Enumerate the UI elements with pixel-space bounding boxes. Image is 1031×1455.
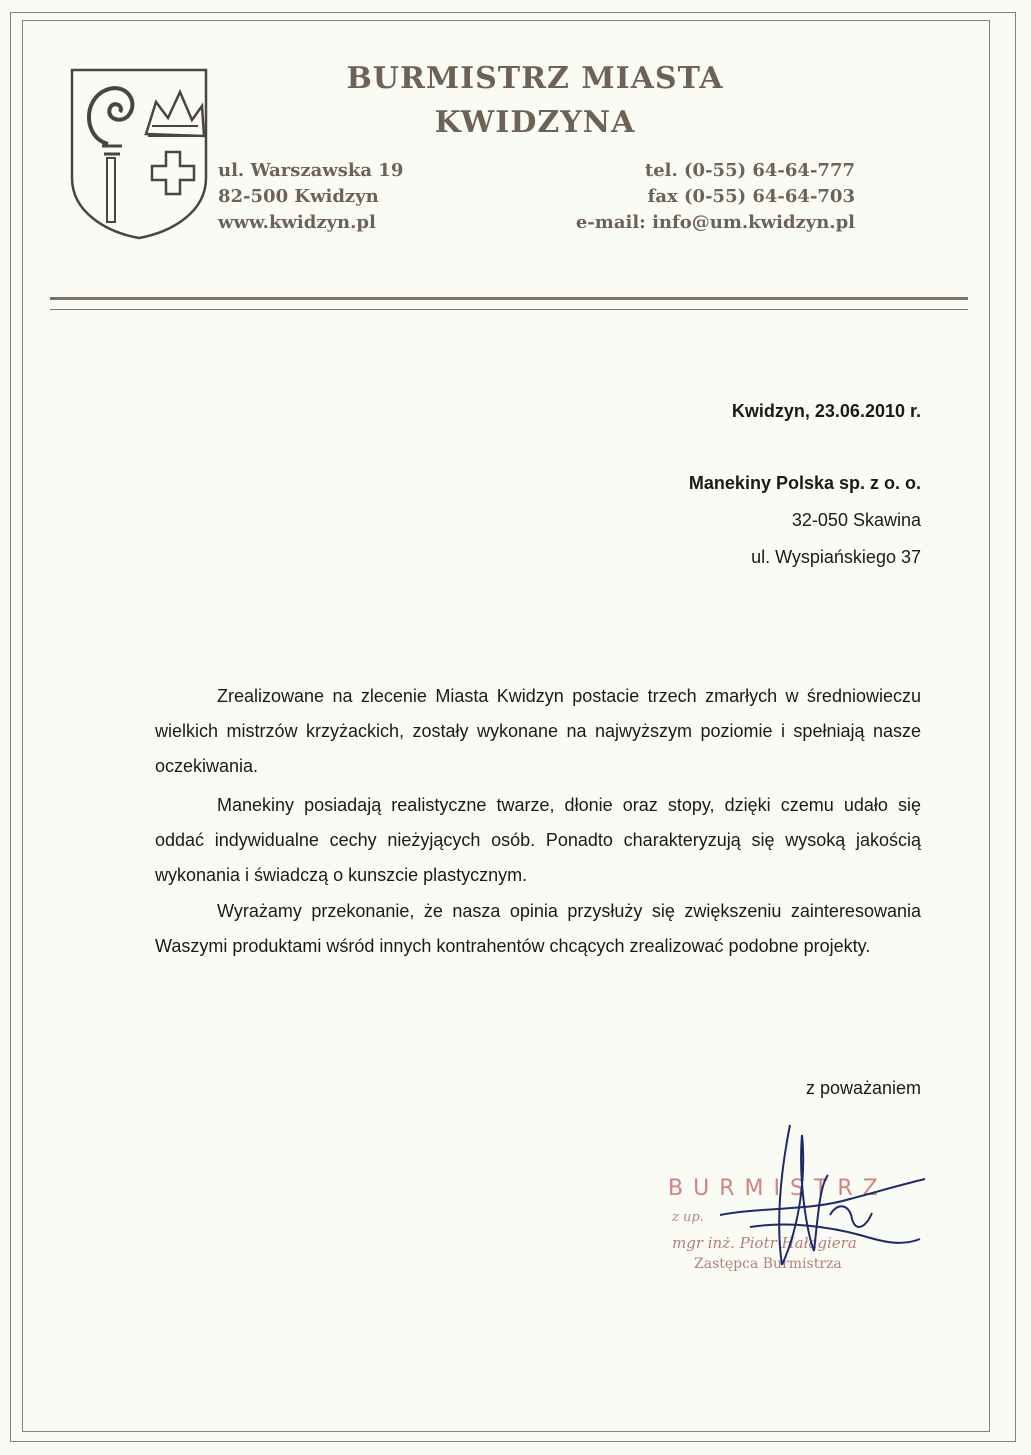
address-street: ul. Warszawska 19 bbox=[218, 160, 404, 181]
recipient-street: ul. Wyspiańskiego 37 bbox=[751, 547, 921, 567]
letter-paragraph bbox=[155, 679, 921, 784]
address-city: 82-500 Kwidzyn bbox=[218, 186, 379, 207]
paragraph-text: Zrealizowane na zlecenie Miasta Kwidzyn postacie trzech zmarłych w średniowieczu wielkich mistrzów krzyżackich, zostały wykonane na najwyższym poziomie i spełniają nasze oczekiwania. bbox=[155, 686, 921, 776]
letterhead-address bbox=[218, 158, 403, 236]
letterhead-contact bbox=[576, 158, 855, 236]
stamp-signatory-role: Zastępca Burmistrza bbox=[694, 1256, 842, 1272]
paragraph-text: Manekiny posiadają realistyczne twarze, dłonie oraz stopy, dzięki czemu udało się oddać indywidualne cechy nieżyjących osób. Ponadto charakteryzują się wysoką jakością wykonania i świadczą o kunszcie plastycznym. bbox=[155, 795, 921, 885]
letterhead-title-line1: BURMISTRZ MIASTA bbox=[346, 61, 724, 96]
header-divider-thin bbox=[50, 309, 968, 310]
letter-date: Kwidzyn, 23.06.2010 r. bbox=[731, 401, 921, 421]
handwritten-signature-icon bbox=[710, 1115, 930, 1275]
recipient-city: 32-050 Skawina bbox=[791, 510, 921, 530]
stamp-prefix: z up. bbox=[672, 1210, 704, 1225]
stamp-title: BURMISTRZ bbox=[668, 1176, 888, 1201]
email-link[interactable]: e-mail: info@um.kwidzyn.pl bbox=[575, 212, 855, 233]
letter-paragraph bbox=[155, 894, 921, 964]
letterhead-title-line2: KWIDZYNA bbox=[434, 105, 636, 140]
fax-number: fax (0-55) 64-64-703 bbox=[647, 186, 855, 207]
stamp-signatory-name: mgr inż. Piotr Hałagiera bbox=[672, 1234, 857, 1252]
letter-paragraph bbox=[155, 788, 921, 893]
recipient-name: Manekiny Polska sp. z o. o. bbox=[688, 473, 921, 493]
phone-number: tel. (0-55) 64-64-777 bbox=[644, 160, 855, 181]
header-divider-thick bbox=[50, 297, 968, 300]
letter-closing: z poważaniem bbox=[805, 1078, 921, 1098]
paragraph-text: Wyrażamy przekonanie, że nasza opinia przysłuży się zwiększeniu zainteresowania Waszymi produktami wśród innych kontrahentów chcących zrealizować podobne projekty. bbox=[155, 901, 921, 956]
website-link[interactable]: www.kwidzyn.pl bbox=[218, 212, 376, 233]
coat-of-arms-icon bbox=[68, 66, 210, 240]
